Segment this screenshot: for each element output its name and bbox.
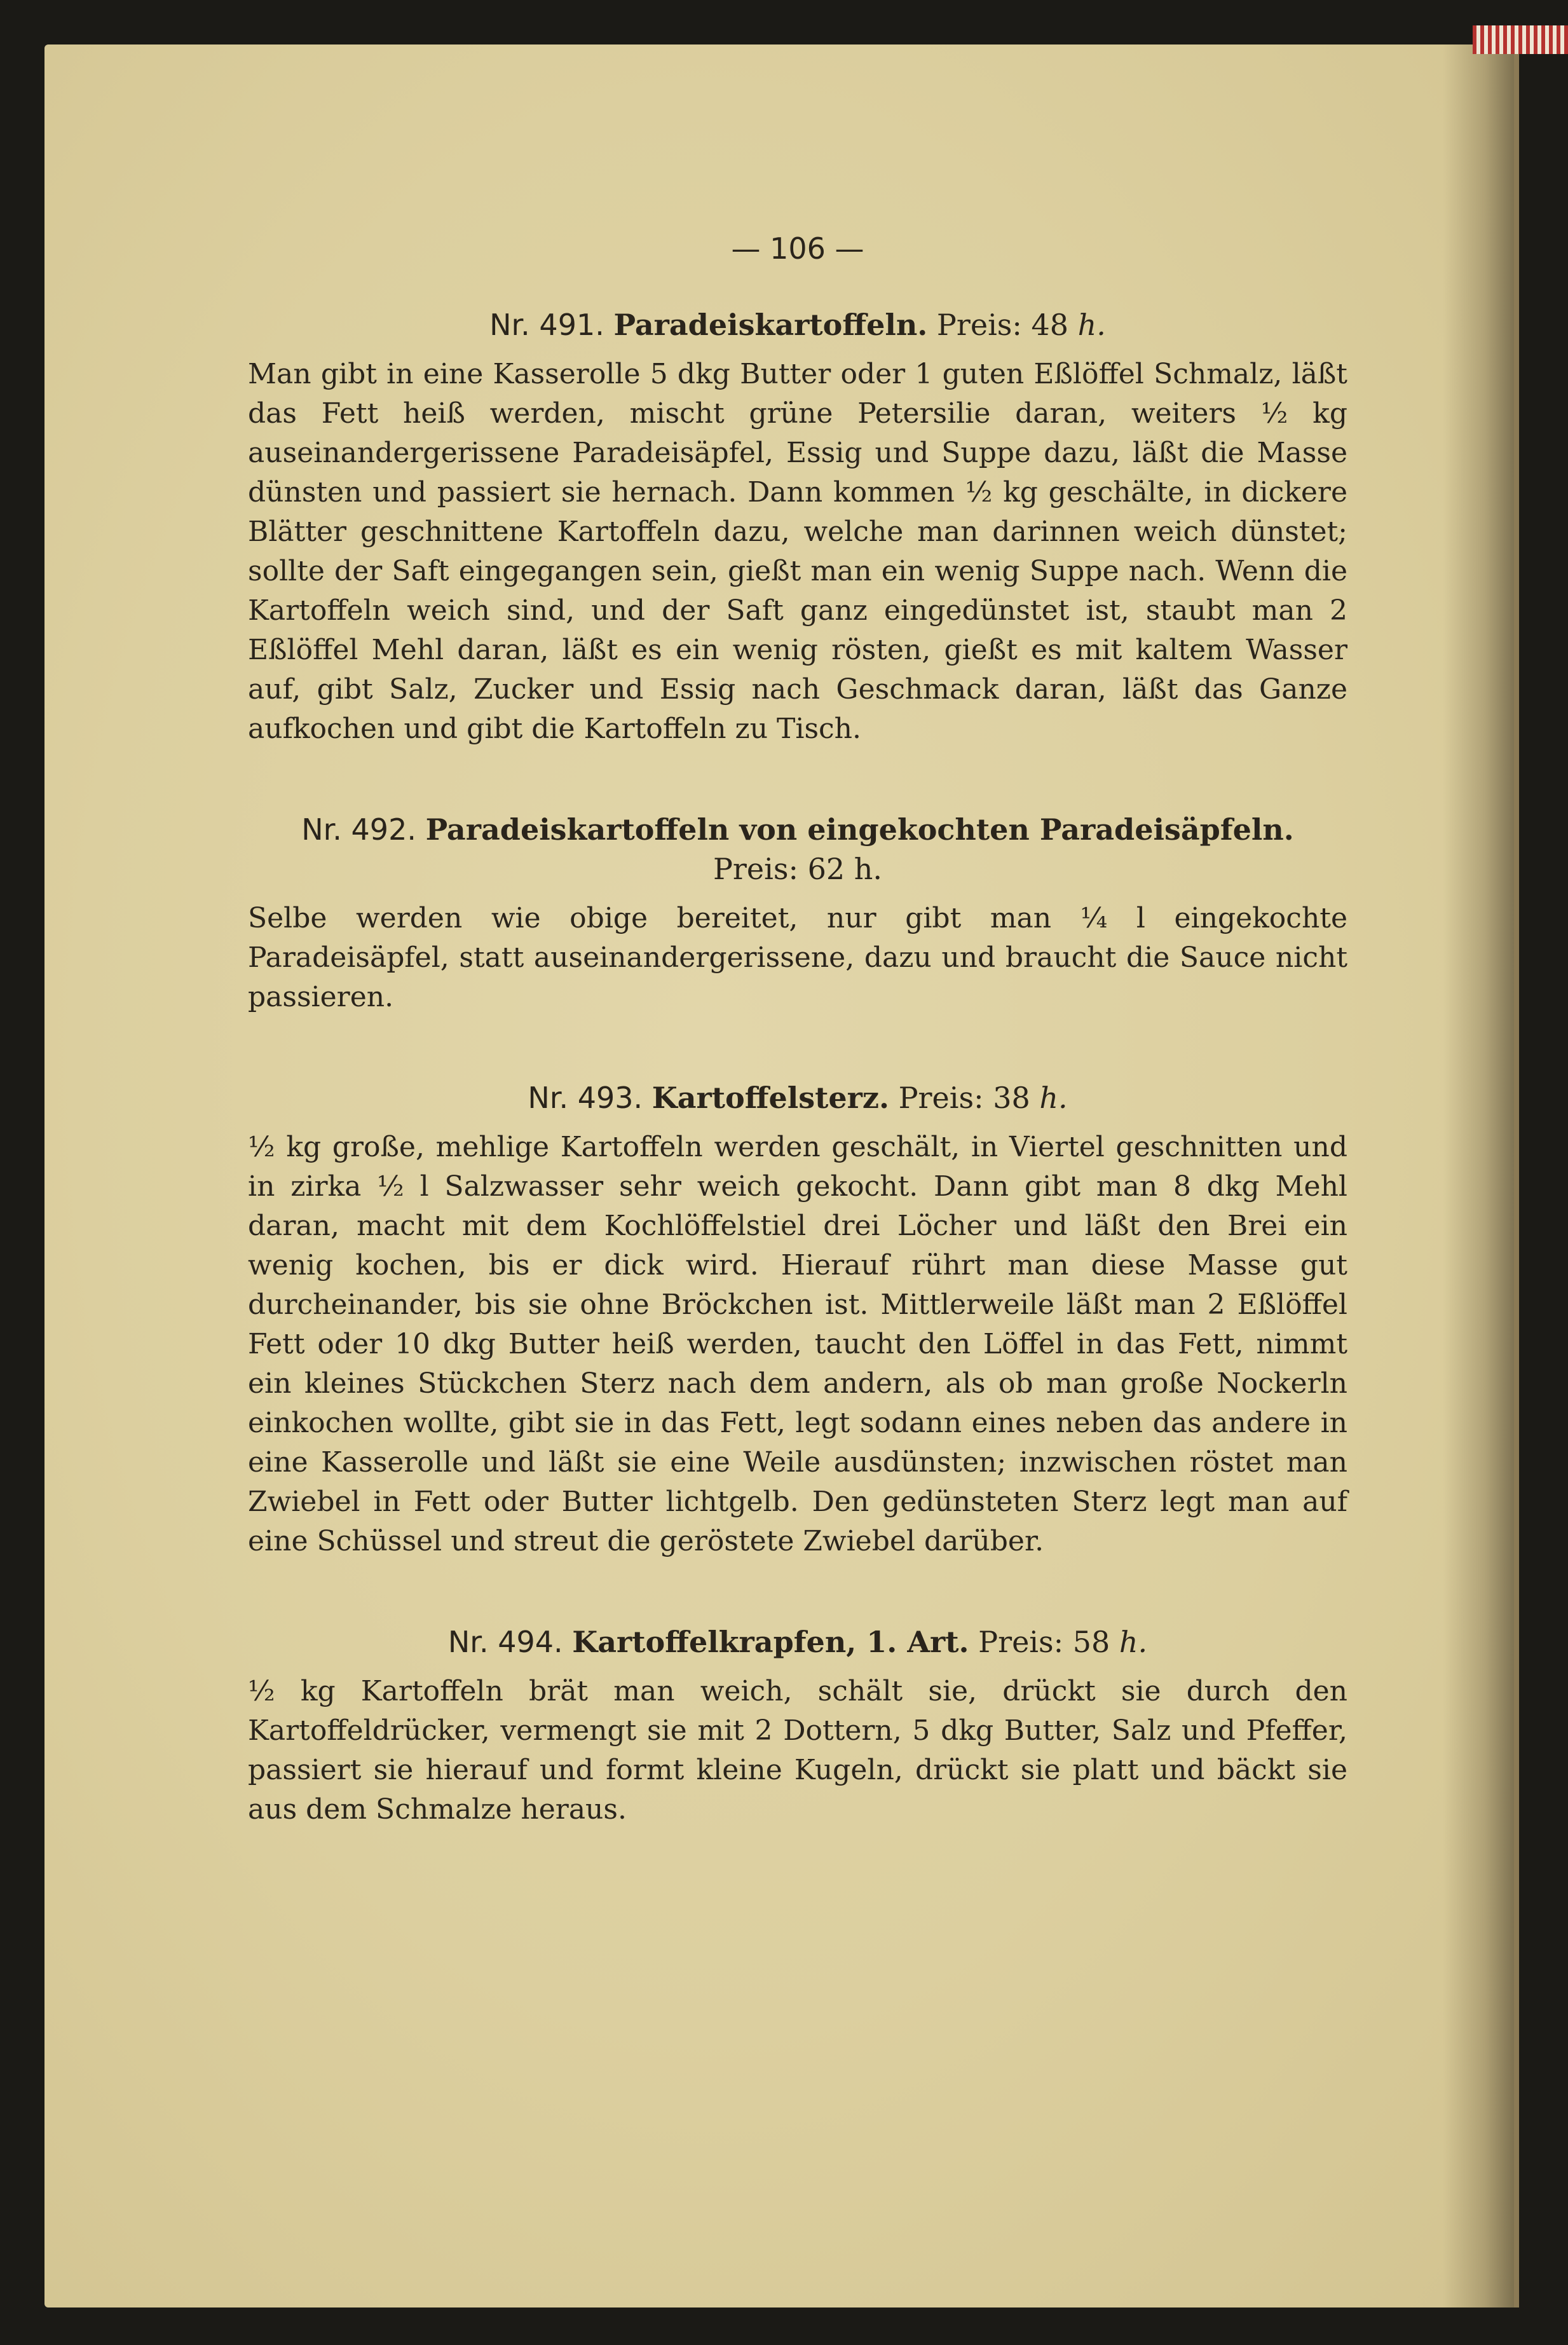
recipe-text: ½ kg große, mehlige Kartoffeln werden geschält, in Viertel geschnitten und in zirka ½ l Salzwasser sehr weich gekocht. Dann gibt man 8 dkg Mehl daran, macht mit dem Kochlöffelstiel drei Löcher und läßt den Brei ein wenig kochen, bis er dick wird. Hierauf rührt man diese Masse gut durcheinander, bis sie ohne Bröckchen ist. Mittlerweile läßt man 2 Eßlöffel Fett oder 10 dkg Butter heiß werden, taucht den Löffel in das Fett, nimmt ein kleines Stückchen Sterz nach dem andern, als ob man große Nockerln einkochen wollte, gibt sie in das Fett, legt sodann eines neben das andere in eine Kasserolle und läßt sie eine Weile ausdünsten; inzwischen röstet man Zwiebel in Fett oder Butter lichtgelb. Den gedünsteten Sterz legt man auf eine Schüssel und streut die geröstete Zwiebel darüber. (248, 1131, 1347, 1557)
recipe-price: Preis: 48 (936, 308, 1069, 342)
recipe-price-unit: h. (854, 852, 882, 886)
recipe-491 (248, 305, 1347, 749)
recipe-492 (248, 810, 1347, 1017)
recipe-number: Nr. 491. (489, 308, 604, 342)
page-text (248, 229, 1347, 1890)
recipe-name: Paradeiskartoffeln von eingekochten Paradeisäpfeln. (425, 812, 1294, 847)
recipe-name: Kartoffelkrapfen, 1. Art. (572, 1625, 969, 1659)
recipe-name: Paradeiskartoffeln. (613, 308, 928, 342)
recipe-heading (248, 1622, 1347, 1662)
recipe-text: Man gibt in eine Kasserolle 5 dkg Butter oder 1 guten Eßlöffel Schmalz, läßt das Fett heiß werden, mischt grüne Petersilie daran, weiters ½ kg auseinandergerissene Paradeisäpfel, Essig und Suppe dazu, läßt die Masse dünsten und passiert sie hernach. Dann kommen ½ kg geschälte, in dickere Blätter geschnittene Kartoffeln dazu, welche man darinnen weich dünstet; sollte der Saft eingegangen sein, gießt man ein wenig Suppe nach. Wenn die Kartoffeln weich sind, und der Saft ganz eingedünstet ist, staubt man 2 Eßlöffel Mehl daran, läßt es ein wenig rösten, gießt es mit kaltem Wasser auf, gibt Salz, Zucker und Essig nach Geschmack daran, läßt das Ganze aufkochen und gibt die Kartoffeln zu Tisch. (248, 358, 1347, 745)
recipe-price: Preis: 38 (898, 1081, 1030, 1115)
page-gutter-shadow (1443, 44, 1519, 2307)
recipe-heading (248, 810, 1347, 849)
recipe-price: Preis: 62 (712, 852, 845, 886)
recipe-493 (248, 1078, 1347, 1561)
recipe-494 (248, 1622, 1347, 1829)
recipe-price-unit: h. (1077, 308, 1106, 342)
recipe-name: Kartoffelsterz. (651, 1081, 889, 1115)
recipe-number: Nr. 493. (528, 1081, 643, 1115)
page-number: — 106 — (731, 231, 864, 266)
recipe-number: Nr. 494. (447, 1625, 563, 1659)
recipe-price: Preis: 58 (978, 1625, 1110, 1659)
page-edge (1514, 44, 1519, 2307)
bookmark-ribbon (1473, 25, 1568, 54)
recipe-text: Selbe werden wie obige bereitet, nur gibt man ¼ l eingekochte Paradeisäpfel, statt auseinandergerissene, dazu und braucht die Sauce nicht passieren. (248, 902, 1347, 1013)
recipe-heading (248, 1078, 1347, 1118)
recipe-heading (248, 305, 1347, 345)
recipe-price-line (248, 849, 1347, 889)
recipe-text: ½ kg Kartoffeln brät man weich, schält sie, drückt sie durch den Kartoffeldrücker, vermengt sie mit 2 Dottern, 5 dkg Butter, Salz und Pfeffer, passiert sie hierauf und formt kleine Kugeln, drückt sie platt und bäckt sie aus dem Schmalze heraus. (248, 1675, 1347, 1826)
recipe-price-unit: h. (1119, 1625, 1148, 1659)
recipe-price-unit: h. (1039, 1081, 1068, 1115)
recipe-number: Nr. 492. (301, 812, 416, 847)
